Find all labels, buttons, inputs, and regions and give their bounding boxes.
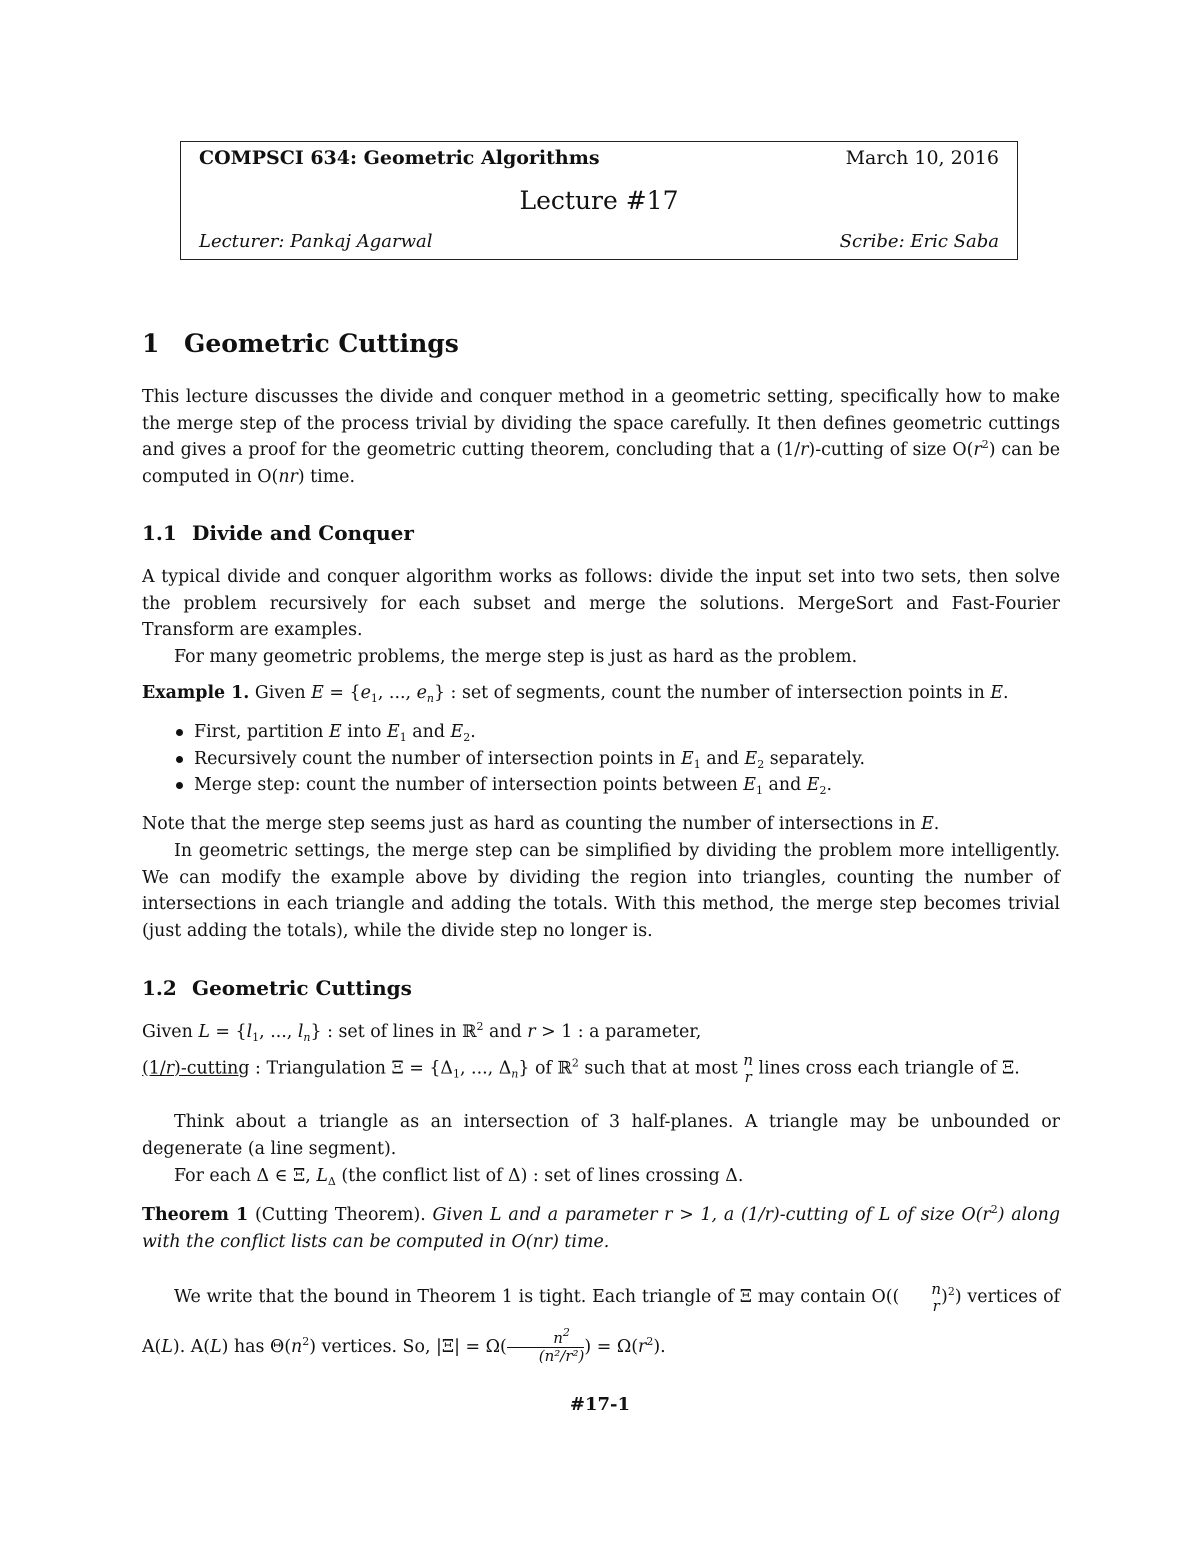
math-subscript: n	[426, 692, 434, 705]
math-exponent: 2	[981, 438, 989, 451]
bullet-text: separately.	[764, 748, 866, 769]
example-steps-list	[142, 719, 1060, 799]
math-L: L	[198, 1022, 210, 1042]
theorem-statement: Given L and a parameter r > 1, a (1/r)-cutting of L of size O(r	[425, 1205, 991, 1225]
period: .	[470, 722, 476, 742]
course-title: COMPSCI 634: Geometric Algorithms	[199, 147, 600, 169]
period: .	[826, 775, 832, 795]
list-item	[142, 746, 1060, 773]
tightness-text: ) has Θ(	[221, 1337, 292, 1357]
math-exponent: 2	[302, 1335, 310, 1348]
conflict-list-paragraph	[142, 1163, 1060, 1190]
section-1-intro	[142, 384, 1060, 490]
cutting-definition	[142, 1052, 1060, 1086]
period: .	[933, 814, 940, 834]
tightness-paragraph	[142, 1272, 1060, 1372]
bullet-text: and	[763, 775, 807, 795]
bullet-text: First, partition	[194, 722, 330, 742]
dc-paragraph-1: A typical divide and conquer algorithm works as follows: divide the input set into two sets, then solve the problem recursively for each subset and merge the solutions. MergeSort and Fast-Fourier Transform are examples.	[142, 567, 1060, 640]
example-text: = {	[323, 683, 361, 703]
bullet-text: and	[700, 748, 745, 769]
fraction-n-over-r	[899, 1281, 941, 1315]
math-E: E	[806, 775, 820, 795]
math-l: l	[246, 1022, 253, 1042]
section-title: Geometric Cuttings	[184, 329, 459, 358]
tightness-text: ).	[653, 1337, 666, 1357]
given-lines	[142, 1019, 1060, 1046]
tightness-text: We write that the bound in Theorem 1 is tight. Each triangle of Ξ may contain O((	[174, 1287, 900, 1307]
note-text: Note that the merge step seems just as hard as counting the number of intersections in	[142, 814, 922, 834]
math-n: n	[553, 1329, 563, 1347]
given-text: } : set of lines in ℝ	[310, 1022, 477, 1042]
math-subscript: 2	[463, 731, 471, 744]
math-subscript: n	[511, 1067, 519, 1081]
math-E: E	[990, 683, 1004, 703]
theorem-1	[142, 1202, 1060, 1255]
math-e: e	[416, 683, 427, 703]
math-E: E	[329, 722, 342, 742]
tightness-text: )	[941, 1287, 948, 1307]
lecturer-name: Lecturer: Pankaj Agarwal	[199, 231, 433, 252]
theorem-label: Theorem 1	[142, 1205, 249, 1225]
definition-text: such that at most	[578, 1058, 744, 1079]
math-subscript: 1	[693, 757, 701, 771]
section-number: 1	[142, 329, 160, 358]
section-title: Geometric Cuttings	[192, 976, 412, 1000]
math-exponent: 2	[947, 1285, 955, 1298]
lecture-header-box	[180, 141, 1018, 260]
section-number: 1.2	[142, 976, 177, 1000]
math-exponent: 2	[571, 1056, 579, 1070]
math-subscript: 1	[756, 784, 763, 797]
math-L: L	[316, 1166, 328, 1186]
fraction-n-over-r	[743, 1052, 753, 1086]
math-nr: nr	[278, 466, 298, 487]
lecture-date: March 10, 2016	[845, 147, 999, 169]
denominator: r	[744, 1068, 752, 1086]
section-1-1-heading	[142, 521, 414, 545]
numerator: n	[931, 1279, 942, 1298]
denominator: (n²/r²)	[538, 1347, 585, 1365]
definition-text: : Triangulation Ξ = {Δ	[249, 1058, 453, 1079]
fraction-n2-over-n2r2	[507, 1326, 585, 1365]
math-subscript: n	[303, 1031, 311, 1044]
section-1-2-heading	[142, 976, 412, 1000]
definition-text: , ..., Δ	[460, 1058, 512, 1079]
math-exponent: 2	[646, 1335, 654, 1348]
section-number: 1.1	[142, 521, 177, 545]
denominator: r	[932, 1296, 940, 1315]
math-subscript: 1	[370, 692, 378, 705]
dc-paragraph-2: For many geometric problems, the merge step is just as hard as the problem.	[174, 647, 858, 667]
intro-text: ) can be computed in O(	[142, 440, 1061, 487]
intro-text: )-cutting of size O(	[808, 440, 974, 460]
math-subscript: 2	[819, 784, 827, 797]
dc-paragraph-3: In geometric settings, the merge step can be simplified by dividing the problem more intelligently. We can modify the example above by dividing the region into triangles, counting the number of intersections in each triangle and adding the totals. With this method, the merge step becomes trivial (just adding the totals), while the divide step no longer is.	[142, 841, 1060, 941]
period: .	[1003, 683, 1009, 703]
conflict-text: (the conflict list of Δ) : set of lines crossing Δ.	[335, 1166, 744, 1186]
list-item	[142, 772, 1060, 799]
math-exponent: 2	[476, 1020, 484, 1033]
cutting-term	[142, 1059, 250, 1079]
math-r: r	[638, 1337, 647, 1357]
bullet-text: and	[406, 722, 451, 742]
tightness-text: ) = Ω(	[584, 1337, 639, 1357]
math-E: E	[681, 748, 694, 769]
math-r: r	[527, 1022, 536, 1042]
math-subscript: 1	[399, 731, 407, 744]
intro-text: This lecture discusses the divide and conquer method in a geometric setting, specifically how to make the merge step of the process trivial by dividing the space carefully. It then defines geometric cuttings and gives a proof for the geometric cutting theorem, concluding that a (1/	[142, 387, 1060, 460]
given-text: = {	[209, 1022, 247, 1042]
given-text: and	[483, 1022, 528, 1042]
theorem-name: (Cutting Theorem).	[248, 1205, 426, 1225]
math-subscript: Δ	[327, 1175, 336, 1188]
note-paragraph	[142, 811, 1060, 838]
theorem-statement: ) along with the conflict lists can be computed in O(nr) time.	[142, 1205, 1060, 1252]
math-subscript: 2	[757, 757, 765, 771]
math-E: E	[311, 683, 324, 703]
triangle-paragraph: Think about a triangle as an intersection of 3 half-planes. A triangle may be unbounded or degenerate (a line segment).	[142, 1112, 1060, 1159]
math-subscript: 1	[453, 1067, 460, 1081]
example-text: , ...,	[377, 683, 417, 703]
definition-text: } of ℝ	[518, 1058, 572, 1079]
definition-text: lines cross each triangle of Ξ.	[753, 1058, 1020, 1079]
example-text: } : set of segments, count the number of intersection points in	[433, 683, 991, 703]
math-n: n	[291, 1337, 303, 1357]
term-part: (1/	[142, 1058, 166, 1079]
section-1-heading	[142, 329, 459, 358]
math-L: L	[210, 1337, 222, 1357]
given-text: > 1 : a parameter,	[535, 1022, 702, 1042]
intro-text: ) time.	[297, 466, 356, 487]
bullet-text: into	[341, 722, 388, 742]
math-r: r	[800, 440, 809, 460]
bullet-text: Merge step: count the number of intersection points between	[194, 775, 744, 795]
math-E: E	[450, 722, 464, 742]
bullet-text: Recursively count the number of intersection points in	[194, 748, 682, 769]
math-E: E	[921, 814, 934, 834]
tightness-text: ) vertices of A(	[142, 1287, 1060, 1357]
numerator: n	[743, 1051, 753, 1069]
term-part: )-cutting	[174, 1058, 250, 1079]
tightness-text: ). A(	[172, 1337, 211, 1357]
math-e: e	[360, 683, 371, 703]
example-label: Example 1.	[142, 683, 250, 703]
math-E: E	[387, 722, 400, 742]
example-text: Given	[249, 683, 312, 703]
math-exponent: 2	[562, 1326, 570, 1339]
section-title: Divide and Conquer	[192, 521, 414, 545]
math-subscript: 1	[252, 1031, 260, 1044]
page-number: #17-1	[569, 1394, 631, 1415]
math-L: L	[161, 1337, 173, 1357]
tightness-text: ) vertices. So, |Ξ| = Ω(	[309, 1337, 507, 1357]
scribe-name: Scribe: Eric Saba	[839, 231, 999, 252]
list-item	[142, 719, 1060, 746]
math-l: l	[297, 1022, 304, 1042]
math-E: E	[744, 748, 758, 769]
given-text: , ...,	[259, 1022, 298, 1042]
math-r: r	[973, 440, 982, 460]
given-text: Given	[142, 1022, 199, 1042]
math-r: r	[165, 1058, 175, 1079]
lecture-number: Lecture #17	[519, 186, 679, 215]
math-E: E	[743, 775, 756, 795]
example-1	[142, 680, 1060, 707]
numerator	[507, 1326, 585, 1348]
math-exponent: 2	[990, 1203, 998, 1216]
conflict-text: For each Δ ∈ Ξ,	[174, 1166, 317, 1186]
